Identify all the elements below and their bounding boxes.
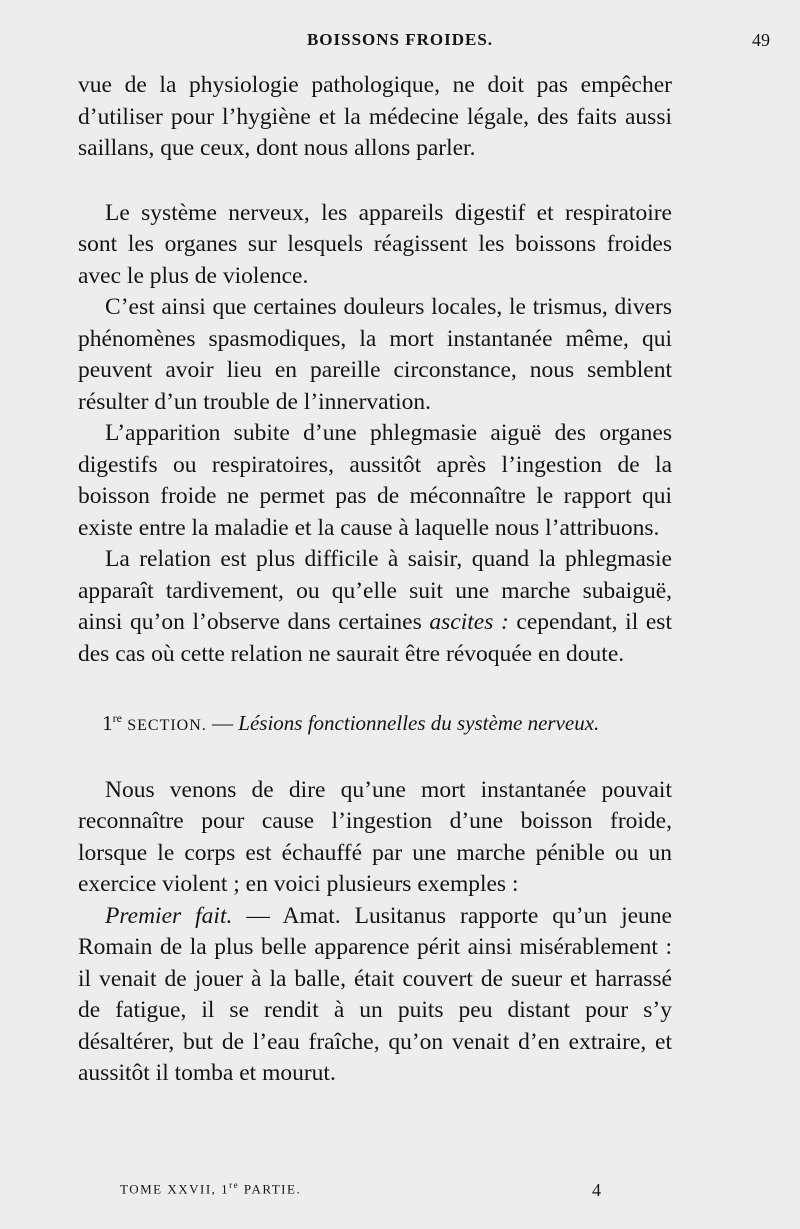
volume-sup: re (229, 1180, 240, 1190)
section-title: Lésions fonctionnelles du système nerveux. (238, 711, 600, 735)
paragraph (78, 544, 672, 670)
section-heading (78, 703, 672, 742)
section-dash: — (206, 711, 239, 735)
paragraph: Le système nerveux, les appareils digestif et respiratoire sont les organes sur lesquels réagissent les boissons froides avec le plus de violence. (78, 199, 672, 289)
page-number: 49 (752, 30, 770, 50)
paragraph-text: — Amat. Lusitanus rapporte qu’un jeune Romain de la plus belle apparence périt ainsi misérablement : il venait de jouer à la balle, était couvert de sueur et harrassé de fatigue, il se rendit à un puits peu distant pour s’y désaltérer, but de l’eau fraîche, qu’on venait d’en extraire, et aussitôt il tomba et mourut. (78, 902, 672, 1086)
section-number-sup: re (112, 711, 122, 725)
paragraph: L’apparition subite d’une phlegmasie aiguë des organes digestifs ou respiratoires, aussitôt après l’ingestion de la boisson froide ne permet pas de méconnaître le rapport qui existe entre la maladie et la cause à laquelle nous l’attribuons. (78, 420, 672, 541)
body-text (78, 70, 672, 1090)
volume-part: PARTIE. (239, 1181, 302, 1197)
volume-text: TOME XXVII, 1 (120, 1181, 230, 1197)
running-head (0, 30, 800, 60)
paragraph-gap (78, 742, 672, 775)
paragraph-text: cependant, il est des cas où cette relation ne saurait être révoquée en doute. (78, 609, 672, 667)
italic-term: ascites : (429, 609, 509, 635)
volume-line (120, 1180, 301, 1197)
paragraph: C’est ainsi que certaines douleurs locales, le trismus, divers phénomènes spasmodiques, la mort instantanée même, qui peuvent avoir lieu en pareille circonstance, nous semblent résulter d’un trouble de l’innervation. (78, 294, 672, 415)
section-number: 1 (102, 711, 113, 735)
page-footer (0, 1180, 800, 1200)
paragraph (78, 901, 672, 1090)
paragraph-gap (78, 670, 672, 703)
paragraph: Nous venons de dire qu’une mort instantanée pouvait reconnaître pour cause l’ingestion d’une boisson froide, lorsque le corps est échauffé par une marche pénible ou un exercice violent ; en voici plusieurs exemples : (78, 776, 672, 897)
running-title: BOISSONS FROIDES. (306, 30, 494, 49)
paragraph-gap (78, 165, 672, 198)
section-label: SECTION. (127, 717, 207, 734)
case-label: Premier fait. (105, 902, 233, 929)
paragraph-text: La relation est plus difficile à saisir, quand la phlegmasie apparaît tardivement, ou qu’elle suit une marche subaiguë, ainsi qu’on l’observe dans certaines (78, 546, 672, 635)
paragraph: vue de la physiologie pathologique, ne doit pas empêcher d’utiliser pour l’hygiène et la médecine légale, des faits aussi saillans, que ceux, dont nous allons parler. (78, 72, 672, 161)
signature-mark: 4 (592, 1180, 601, 1200)
